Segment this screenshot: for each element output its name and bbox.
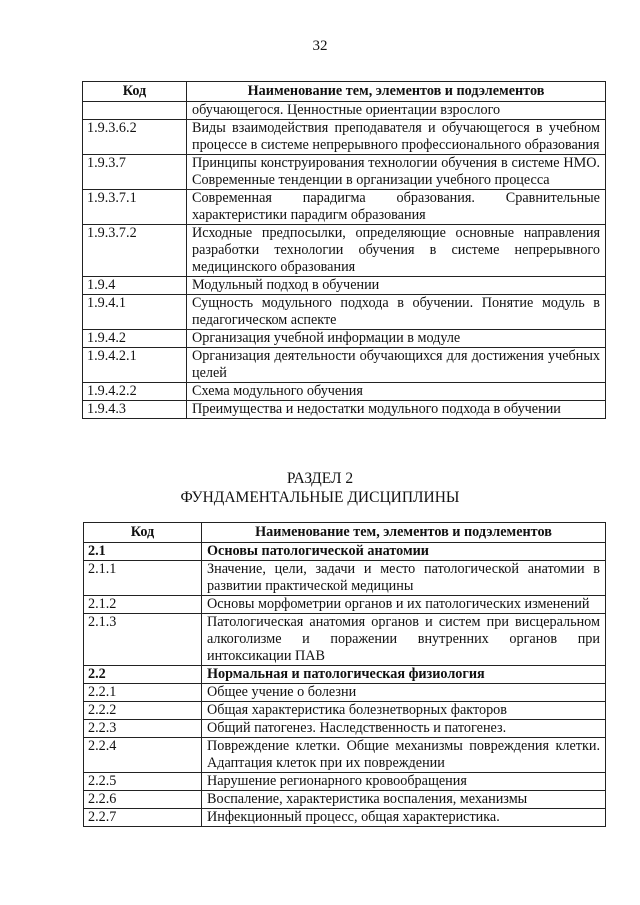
row-code: 2.1 <box>84 543 202 561</box>
row-name: Организация учебной информации в модуле <box>187 330 606 348</box>
row-code: 1.9.4.3 <box>83 401 187 419</box>
table-row <box>83 102 606 120</box>
row-name: Схема модульного обучения <box>187 383 606 401</box>
row-code: 2.2 <box>84 666 202 684</box>
table-row <box>84 702 606 720</box>
row-code: 1.9.3.7 <box>83 155 187 190</box>
row-name: Воспаление, характеристика воспаления, механизмы <box>202 791 606 809</box>
row-code: 2.2.7 <box>84 809 202 827</box>
row-name: Преимущества и недостатки модульного подхода в обучении <box>187 401 606 419</box>
row-code: 2.2.4 <box>84 738 202 773</box>
row-name: Основы патологической анатомии <box>202 543 606 561</box>
table-row <box>84 720 606 738</box>
row-code: 2.1.1 <box>84 561 202 596</box>
row-name: Виды взаимодействия преподавателя и обучающегося в учебном процессе в системе непрерывного профессионального образования <box>187 120 606 155</box>
table-row <box>83 155 606 190</box>
row-name: Основы морфометрии органов и их патологических изменений <box>202 596 606 614</box>
table-row <box>83 295 606 330</box>
row-name: Исходные предпосылки, определяющие основные направления разработки технологии обучения в системе непрерывного медицинского образования <box>187 225 606 277</box>
row-name: Общее учение о болезни <box>202 684 606 702</box>
row-code: 2.2.2 <box>84 702 202 720</box>
table1-body <box>83 102 606 419</box>
table-row <box>84 809 606 827</box>
table-row <box>84 773 606 791</box>
row-code: 1.9.4 <box>83 277 187 295</box>
table-row <box>84 666 606 684</box>
row-name: Значение, цели, задачи и место патологической анатомии в развитии практической медицины <box>202 561 606 596</box>
row-name: обучающегося. Ценностные ориентации взрослого <box>187 102 606 120</box>
table-row <box>83 401 606 419</box>
column-header-name: Наименование тем, элементов и подэлементов <box>202 523 606 543</box>
page-number: 32 <box>312 38 328 54</box>
table-row <box>83 120 606 155</box>
table-row <box>83 330 606 348</box>
table-row <box>83 190 606 225</box>
row-name: Повреждение клетки. Общие механизмы повреждения клетки. Адаптация клеток при их повреждении <box>202 738 606 773</box>
row-code: 1.9.4.2.1 <box>83 348 187 383</box>
row-name: Организация деятельности обучающихся для достижения учебных целей <box>187 348 606 383</box>
table-header-row <box>84 523 606 543</box>
row-code: 2.2.3 <box>84 720 202 738</box>
row-name: Модульный подход в обучении <box>187 277 606 295</box>
row-code: 2.2.5 <box>84 773 202 791</box>
table-row <box>83 383 606 401</box>
row-name: Инфекционный процесс, общая характеристика. <box>202 809 606 827</box>
row-code: 2.1.2 <box>84 596 202 614</box>
row-name: Сущность модульного подхода в обучении. Понятие модуль в педагогическом аспекте <box>187 295 606 330</box>
table-row <box>84 738 606 773</box>
row-name: Принципы конструирования технологии обучения в системе НМО. Современные тенденции в организации учебного процесса <box>187 155 606 190</box>
section-title: ФУНДАМЕНТАЛЬНЫЕ ДИСЦИПЛИНЫ <box>180 489 460 506</box>
topics-table-fundamental <box>83 522 606 827</box>
row-code: 1.9.3.7.2 <box>83 225 187 277</box>
row-code <box>83 102 187 120</box>
table-row <box>83 225 606 277</box>
table-header-row <box>83 82 606 102</box>
row-code: 1.9.4.2 <box>83 330 187 348</box>
row-name: Нормальная и патологическая физиология <box>202 666 606 684</box>
table-row <box>84 791 606 809</box>
row-name: Общая характеристика болезнетворных факторов <box>202 702 606 720</box>
row-code: 1.9.3.7.1 <box>83 190 187 225</box>
table-row <box>84 561 606 596</box>
row-code: 1.9.4.2.2 <box>83 383 187 401</box>
column-header-code: Код <box>83 82 187 102</box>
row-code: 1.9.4.1 <box>83 295 187 330</box>
topics-table-continued <box>82 81 606 419</box>
row-name: Общий патогенез. Наследственность и патогенез. <box>202 720 606 738</box>
table-row <box>84 543 606 561</box>
row-code: 2.2.1 <box>84 684 202 702</box>
table-row <box>84 596 606 614</box>
row-code: 2.1.3 <box>84 614 202 666</box>
table-row <box>84 684 606 702</box>
row-name: Патологическая анатомия органов и систем при висцеральном алкоголизме и поражении внутренних органов при интоксикации ПАВ <box>202 614 606 666</box>
row-code: 2.2.6 <box>84 791 202 809</box>
column-header-code: Код <box>84 523 202 543</box>
table-row <box>83 348 606 383</box>
section-label: РАЗДЕЛ 2 <box>286 470 354 487</box>
column-header-name: Наименование тем, элементов и подэлементов <box>187 82 606 102</box>
table2-body <box>84 543 606 827</box>
row-name: Современная парадигма образования. Сравнительные характеристики парадигм образования <box>187 190 606 225</box>
row-code: 1.9.3.6.2 <box>83 120 187 155</box>
section-heading <box>0 469 640 507</box>
table-row <box>83 277 606 295</box>
table-row <box>84 614 606 666</box>
row-name: Нарушение регионарного кровообращения <box>202 773 606 791</box>
